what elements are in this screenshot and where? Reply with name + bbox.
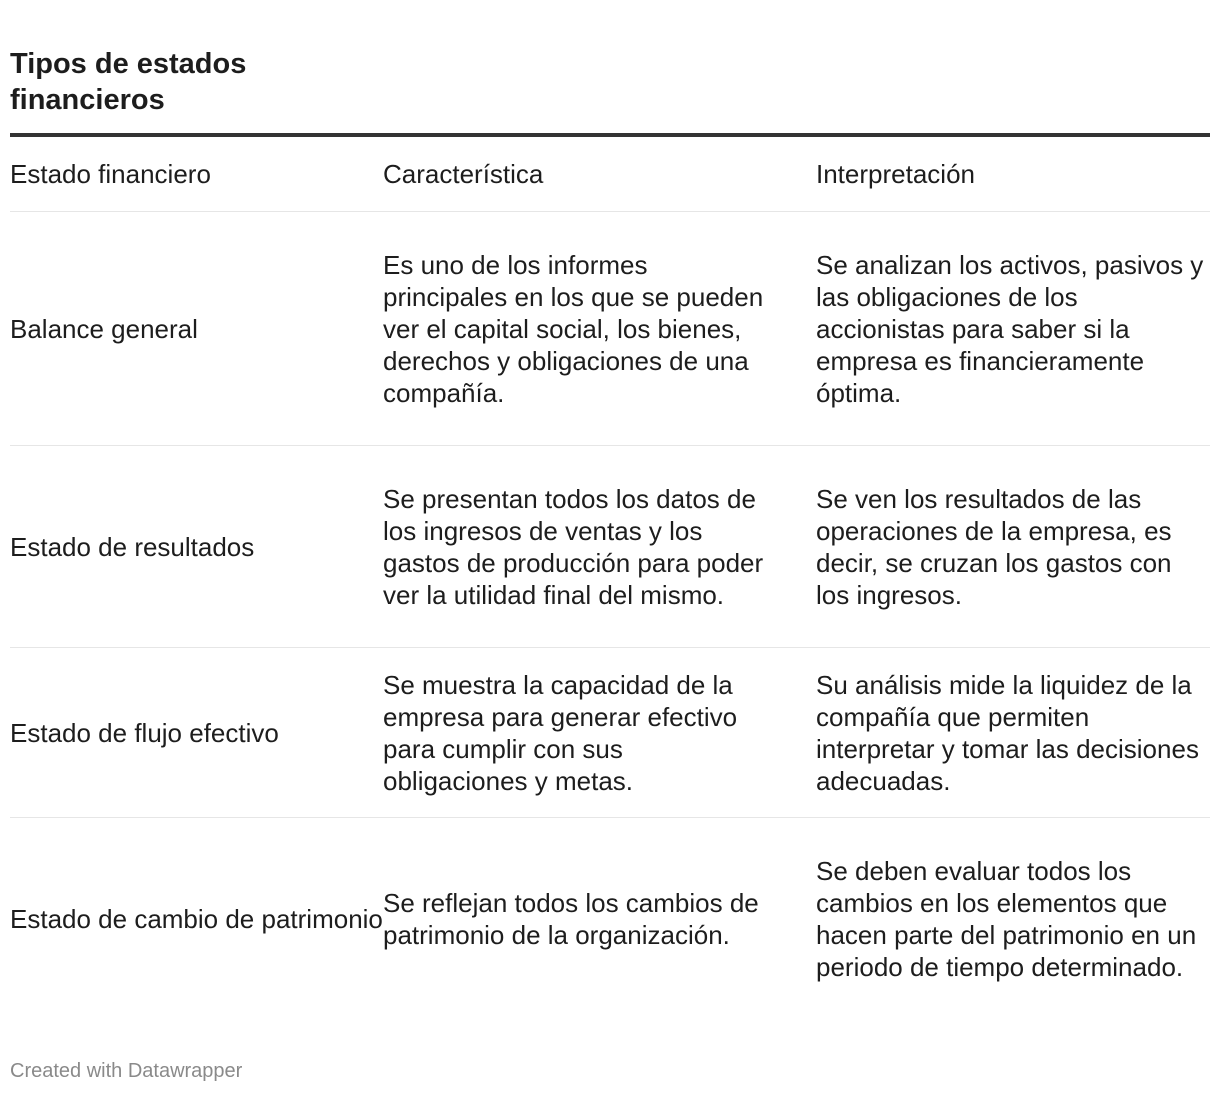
column-header-estado[interactable]: Estado financiero: [10, 135, 383, 212]
table-row: [10, 446, 1210, 648]
cell-estado: Estado de cambio de patrimonio: [10, 903, 383, 934]
cell-caracteristica: Es uno de los informes principales en los que se pueden ver el capital social, los bienes, derechos y obligaciones de una compañía.: [383, 212, 816, 446]
column-header-caracteristica[interactable]: Característica: [383, 135, 816, 212]
column-header-interpretacion[interactable]: Interpretación: [816, 135, 1210, 212]
table-header-row: [10, 135, 1210, 212]
cell-interpretacion: Se ven los resultados de las operaciones de la empresa, es decir, se cruzan los gastos con los ingresos.: [816, 446, 1210, 648]
footer-credit[interactable]: Created with Datawrapper: [10, 1060, 243, 1082]
cell-interpretacion: Se analizan los activos, pasivos y las obligaciones de los accionistas para saber si la empresa es financieramente óptima.: [816, 212, 1210, 446]
cell-estado: Estado de flujo efectivo: [10, 648, 383, 818]
cell-caracteristica: Se presentan todos los datos de los ingresos de ventas y los gastos de producción para poder ver la utilidad final del mismo.: [383, 446, 816, 648]
cell-estado: Balance general: [10, 212, 383, 446]
cell-interpretacion: Su análisis mide la liquidez de la compañía que permiten interpretar y tomar las decisiones adecuadas.: [816, 648, 1210, 818]
cell-caracteristica: Se muestra la capacidad de la empresa para generar efectivo para cumplir con sus obligaciones y metas.: [383, 648, 816, 818]
chart-title: Tipos de estados financieros: [10, 48, 247, 116]
cell-caracteristica: Se reflejan todos los cambios de patrimonio de la organización.: [383, 887, 759, 950]
table-row: [10, 818, 1210, 1020]
cell-interpretacion: Se deben evaluar todos los cambios en los elementos que hacen parte del patrimonio en un periodo de tiempo determinado.: [816, 855, 1197, 982]
cell-estado: Estado de resultados: [10, 446, 383, 648]
table-row: [10, 648, 1210, 818]
financial-statements-table: [10, 133, 1210, 1019]
table-row: [10, 212, 1210, 446]
